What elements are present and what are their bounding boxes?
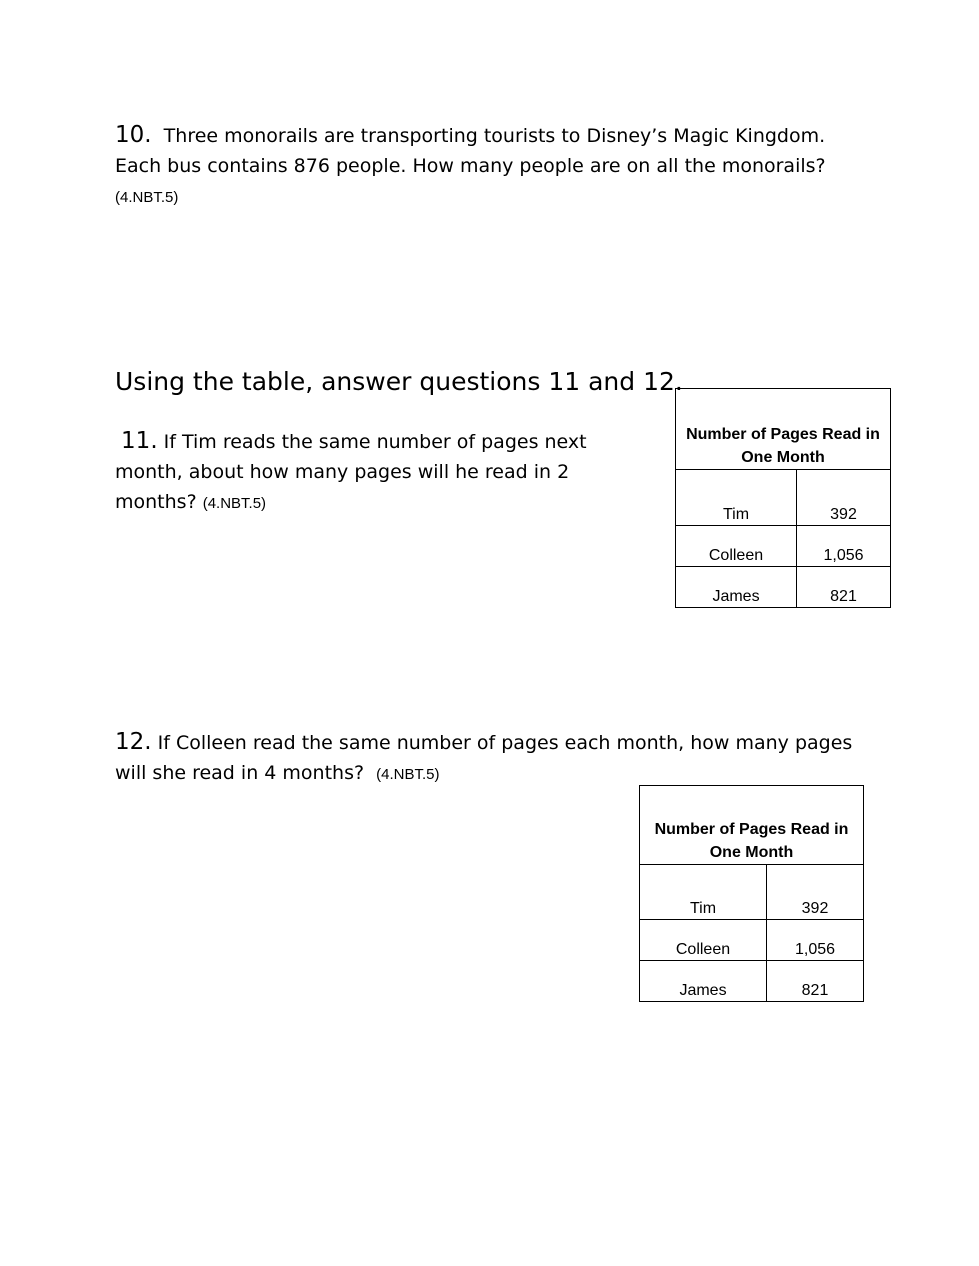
- table-cell-name: Colleen: [676, 526, 797, 567]
- question-10-text: Three monorails are transporting tourists to Disney’s Magic Kingdom. Each bus contains 876 people. How many people are on all the monorails?: [115, 125, 826, 177]
- table-cell-pages: 821: [767, 961, 864, 1002]
- table-1-title: Number of Pages Read in One Month: [676, 389, 891, 470]
- table-row: [676, 470, 891, 526]
- table-row: [640, 961, 864, 1002]
- table-cell-name: James: [640, 961, 767, 1002]
- question-11: [115, 426, 655, 519]
- question-12-number: 12.: [115, 729, 152, 755]
- question-10: [115, 120, 855, 213]
- table-instructions-heading: Using the table, answer questions 11 and 12.: [115, 367, 683, 396]
- question-12-standard: (4.NBT.5): [376, 766, 440, 783]
- question-10-standard: (4.NBT.5): [115, 189, 179, 206]
- pages-read-table-2: [639, 785, 864, 1002]
- question-11-standard: (4.NBT.5): [202, 495, 267, 512]
- table-row: [676, 567, 891, 608]
- table-cell-pages: 1,056: [767, 920, 864, 961]
- pages-read-table-1: [675, 388, 891, 608]
- table-cell-name: Colleen: [640, 920, 767, 961]
- table-cell-pages: 821: [797, 567, 891, 608]
- table-cell-pages: 392: [767, 865, 864, 920]
- question-11-number: 11.: [121, 428, 158, 454]
- table-cell-pages: 392: [797, 470, 891, 526]
- table-cell-name: James: [676, 567, 797, 608]
- table-2-title: Number of Pages Read in One Month: [640, 786, 864, 865]
- table-cell-name: Tim: [676, 470, 797, 526]
- question-12-text: If Colleen read the same number of pages each month, how many pages will she read in 4 months?: [115, 732, 853, 784]
- table-row: [676, 526, 891, 567]
- table-cell-pages: 1,056: [797, 526, 891, 567]
- table-cell-name: Tim: [640, 865, 767, 920]
- table-row: [640, 920, 864, 961]
- question-11-text: If Tim reads the same number of pages next month, about how many pages will he read in 2 months?: [115, 431, 587, 513]
- question-10-number: 10.: [115, 122, 152, 148]
- question-12: [115, 727, 855, 790]
- table-row: [640, 865, 864, 920]
